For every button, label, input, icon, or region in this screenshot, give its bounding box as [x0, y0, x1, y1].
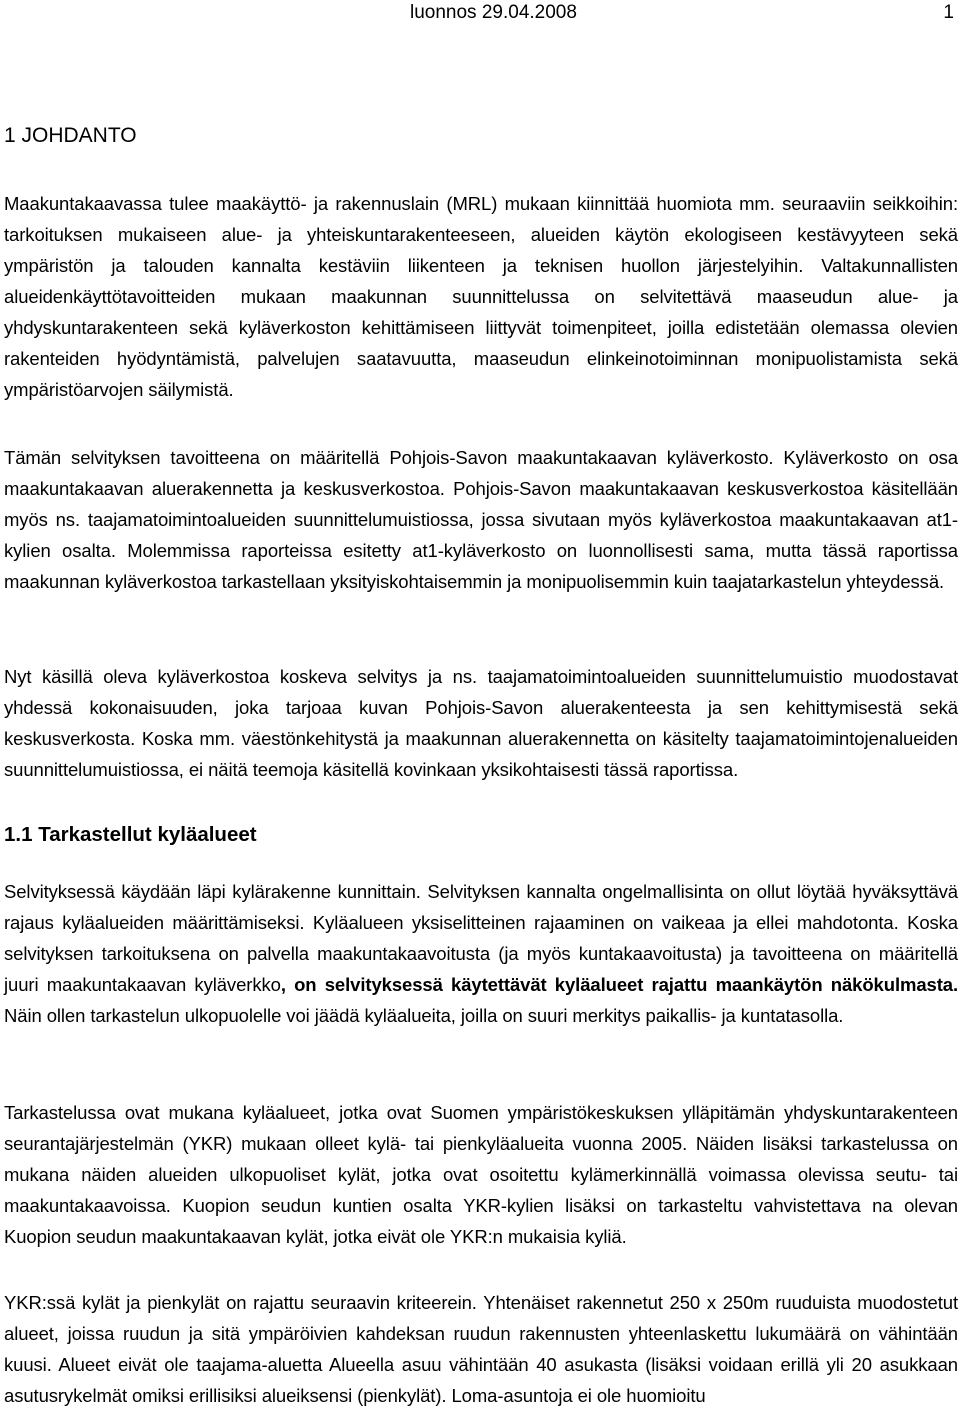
paragraph-kylaalueet-2: Tarkastelussa ovat mukana kyläalueet, jotka ovat Suomen ympäristökeskuksen ylläpitämän yhdyskuntarakenteen seurantajärjestelmän (YKR) mukaan olleet kylä- tai pienkyläalueita vuonna 2005. Näiden lisäksi tarkastelussa on mukana näiden alueiden ulkopuoliset kylät, jotka ovat osoitettu kylämerkinnällä voimassa olevissa seutu- tai maakuntakaavoissa. Kuopion seudun kuntien osalta YKR-kylien lisäksi on tarkasteltu vahvistettava na olevan Kuopion seudun maakuntakaavan kylät, jotka eivät ole YKR:n mukaisia kyliä.	[4, 1102, 958, 1247]
paragraph-kylaalueet-1-tail: Näin ollen tarkastelun ulkopuolelle voi jäädä kyläalueita, joilla on suuri merkitys paikallis- ja kuntatasolla.	[4, 1005, 844, 1026]
header-date: luonnos 29.04.2008	[410, 2, 577, 23]
page-header	[0, 2, 960, 30]
paragraph-kylaalueet-1-text: Selvityksessä käydään läpi kylärakenne kunnittain. Selvityksen kannalta ongelmallisinta on ollut löytää hyväksyttävä rajaus kyläalueiden määrittämiseksi. Kyläalueen yksiselitteinen rajaaminen on vaikeaa ja ellei mahdotonta. Koska selvityksen tarkoituksena on palvella maakuntakaavoitusta (ja myös kuntakaavoitusta) ja tavoitteena on määritellä juuri maakuntakaavan kyläverkko	[4, 881, 958, 995]
page-number: 1	[943, 2, 954, 23]
paragraph-kylaalueet-1	[4, 876, 958, 1031]
paragraph-intro-3: Nyt käsillä oleva kyläverkostoa koskeva selvitys ja ns. taajamatoimintoalueiden suunnittelumuistio muodostavat yhdessä kokonaisuuden, joka tarjoaa kuvan Pohjois-Savon aluerakenteesta ja sen kehittymisestä sekä keskusverkosta. Koska mm. väestönkehitystä ja maakunnan aluerakennetta on käsitelty taajamatoimintojenalueiden suunnittelumuistiossa, ei näitä teemoja käsitellä kovinkaan yksikohtaisesti tässä raportissa.	[4, 666, 958, 780]
paragraph-kylaalueet-3: YKR:ssä kylät ja pienkylät on rajattu seuraavin kriteerein. Yhtenäiset rakennetut 250 x 250m ruuduista muodostetut alueet, joissa ruudun ja sitä ympäröivien kahdeksan ruudun rakennusten yhteenlaskettu lukumäärä on vähintään kuusi. Alueet eivät ole taajama-aluetta Alueella asuu vähintään 40 asukasta (lisäksi voidaan erillä yli 20 asukkaan asutusrykelmät omiksi erillisiksi alueiksensi (pienkylät). Loma-asuntoja ei ole huomioitu	[4, 1292, 958, 1406]
section-heading-johdanto: 1 JOHDANTO	[4, 124, 137, 147]
paragraph-intro-2: Tämän selvityksen tavoitteena on määritellä Pohjois-Savon maakuntakaavan kyläverkosto. Kyläverkosto on osa maakuntakaavan aluerakennetta ja keskusverkostoa. Pohjois-Savon maakuntakaavan keskusverkostoa käsitellään myös ns. taajamatoimintoalueiden suunnittelumuistiossa, jossa sivutaan myös kyläverkostoa maakuntakaavan at1-kylien osalta. Molemmissa raporteissa esitetty at1-kyläverkosto on luonnollisesti sama, mutta tässä raportissa maakunnan kyläverkostoa tarkastellaan yksityiskohtaisemmin ja monipuolisemmin kuin taajatarkastelun yhteydessä.	[4, 447, 958, 592]
subsection-heading-kylaalueet: 1.1 Tarkastellut kyläalueet	[4, 823, 257, 846]
paragraph-kylaalueet-1-emphasis: , on selvityksessä käytettävät kyläalueet rajattu maankäytön näkökulmasta.	[280, 974, 958, 995]
paragraph-intro-1: Maakuntakaavassa tulee maakäyttö- ja rakennuslain (MRL) mukaan kiinnittää huomiota mm. seuraaviin seikkoihin: tarkoituksen mukaiseen alue- ja yhteiskuntarakenteeseen, alueiden käytön ekologiseen kestävyyteen sekä ympäristön ja talouden kannalta kestäviin liikenteen ja teknisen huollon järjestelyihin. Valtakunnallisten alueidenkäyttötavoitteiden mukaan maakunnan suunnittelussa on selvitettävä maaseudun alue- ja yhdyskuntarakenteen sekä kyläverkoston kehittämiseen liittyvät toimenpiteet, joilla edistetään olemassa olevien rakenteiden hyödyntämistä, palvelujen saatavuutta, maaseudun elinkeinotoiminnan monipuolistamista sekä ympäristöarvojen säilymistä.	[4, 193, 958, 400]
